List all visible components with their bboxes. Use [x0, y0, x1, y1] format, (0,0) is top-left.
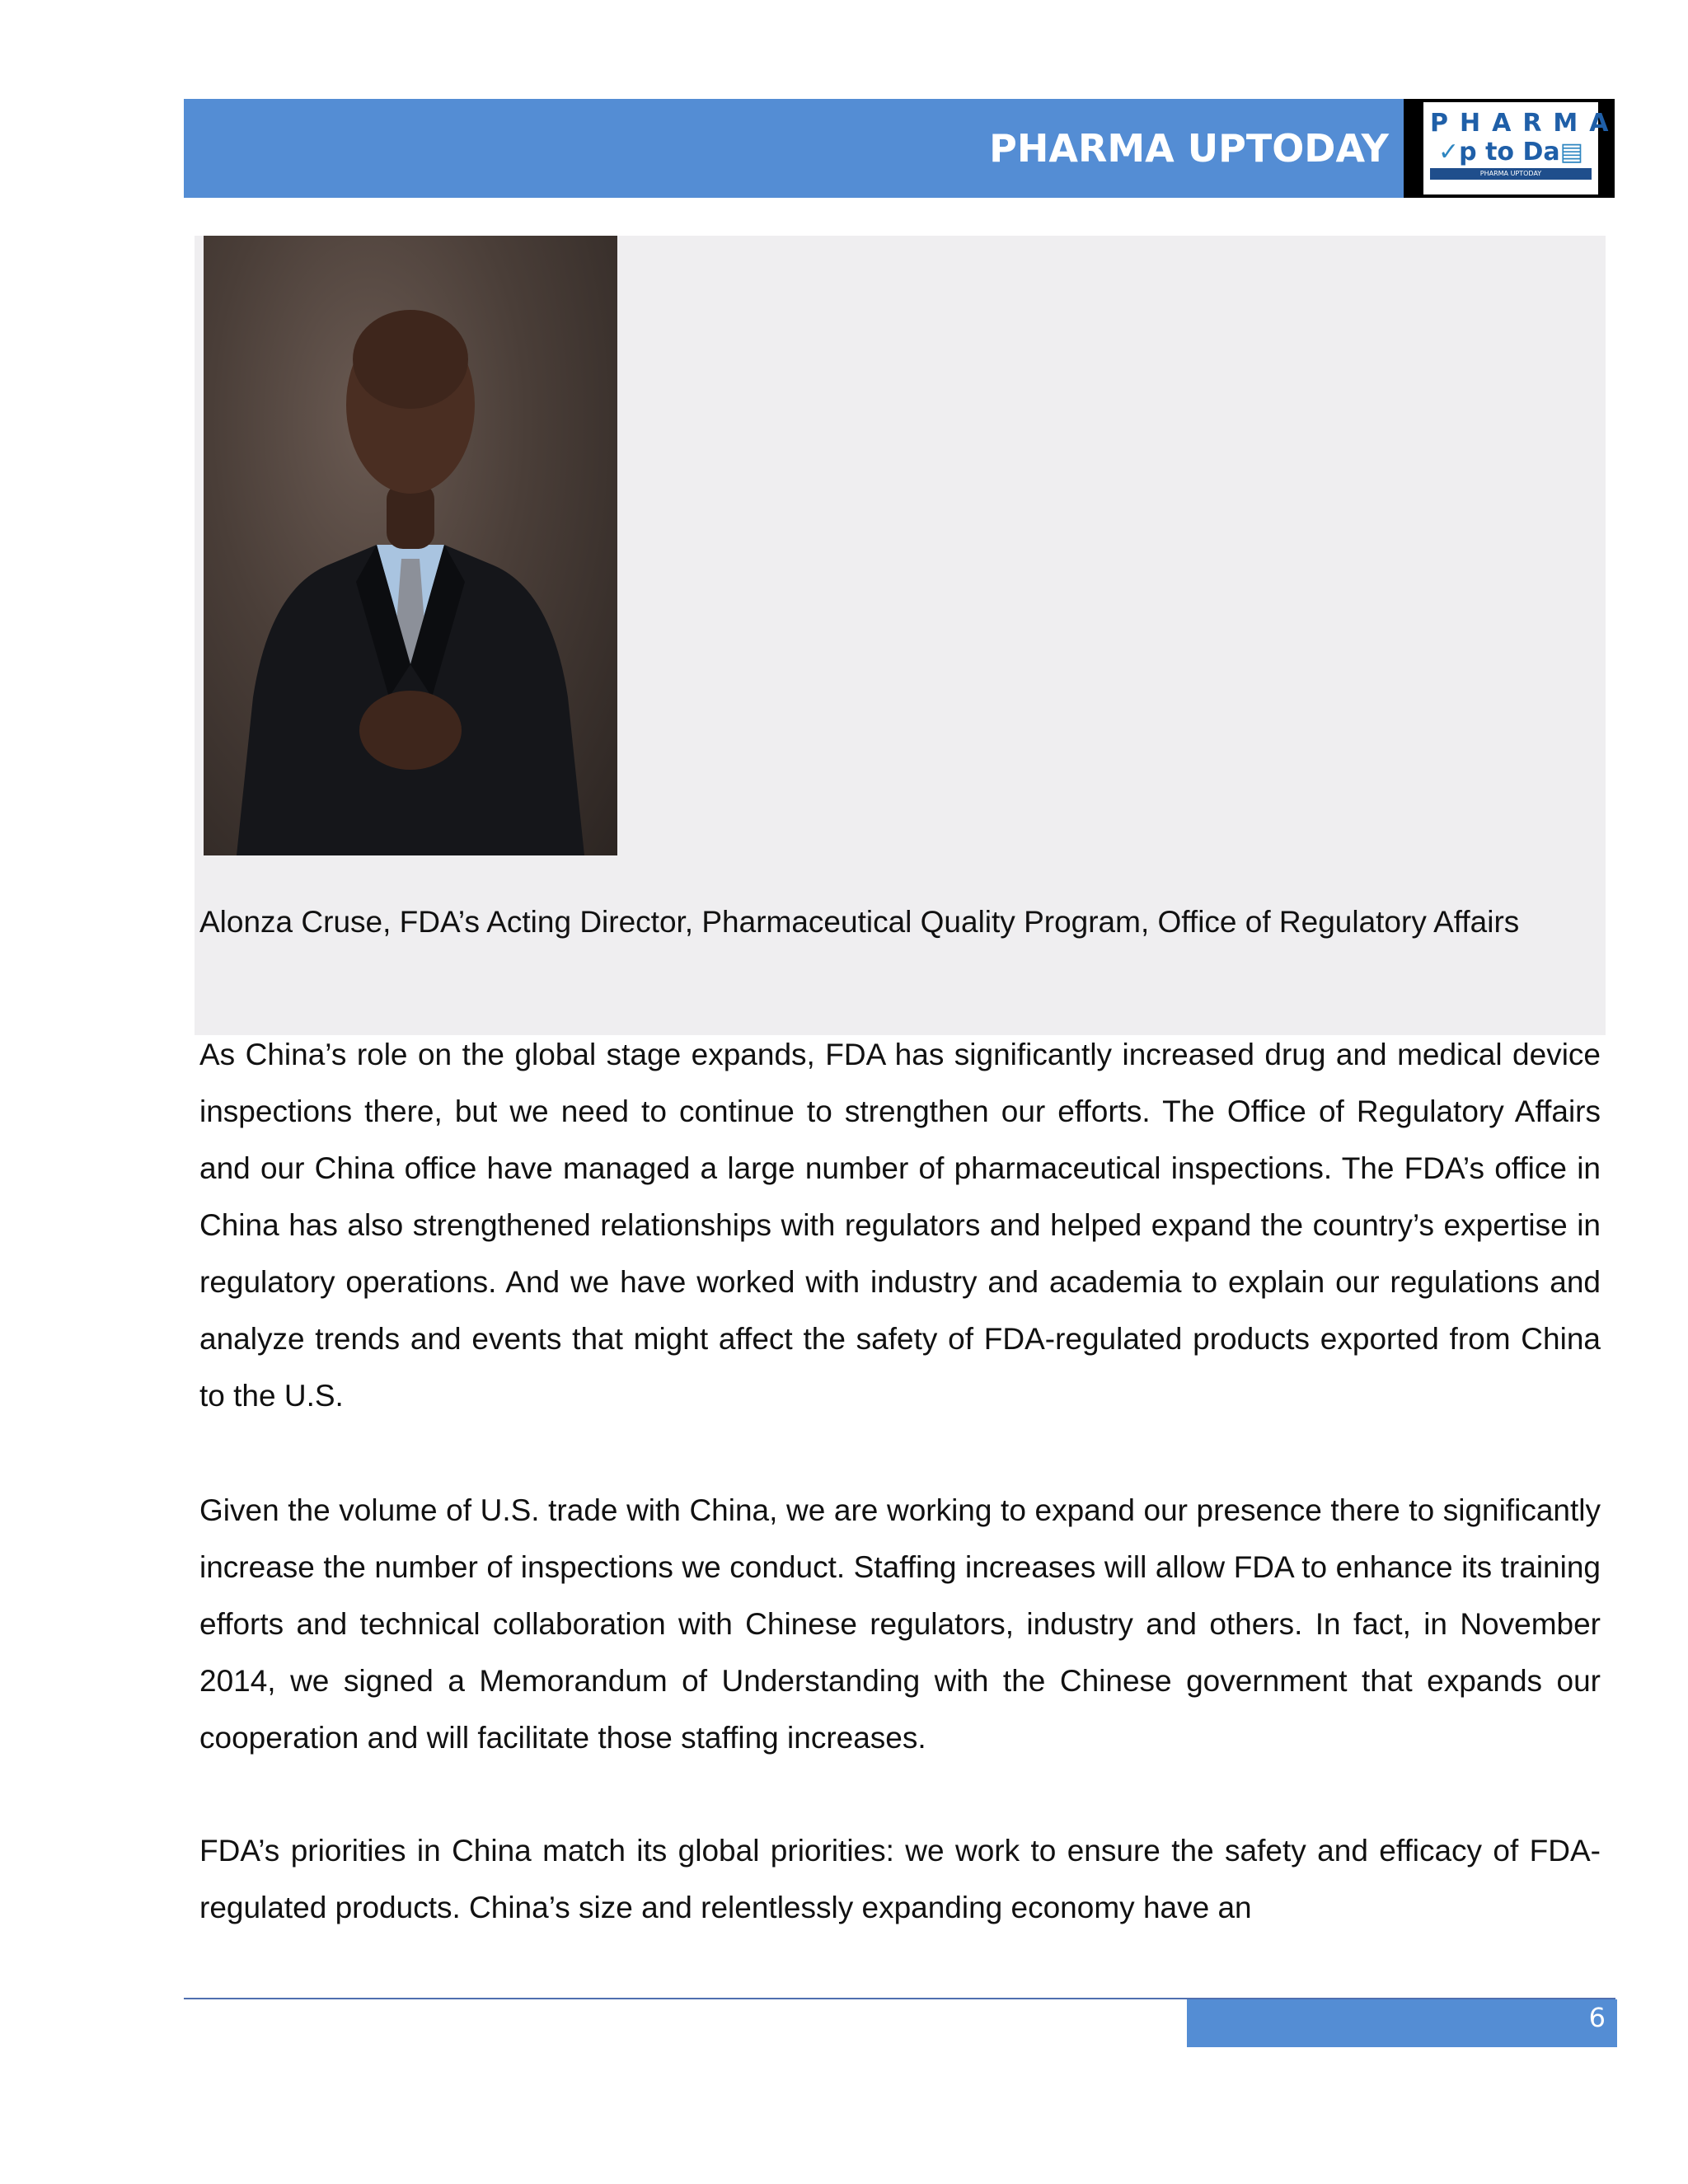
logo-sub-text: PHARMA UPTODAY [1430, 168, 1592, 180]
checkmark-icon: ✓ [1438, 138, 1460, 166]
logo-top-text: PHARMA [1430, 109, 1620, 138]
photo-caption: Alonza Cruse, FDA’s Acting Director, Pharmaceutical Quality Program, Office of Regulatory Affairs [199, 905, 1520, 939]
document-icon: ▤ [1559, 138, 1583, 166]
page-number: 6 [1588, 2002, 1606, 2033]
portrait-photo [204, 236, 617, 855]
body-paragraph-3: FDA’s priorities in China match its global priorities: we work to ensure the safety and efficacy of FDA-regulated products. China’s size and relentlessly expanding economy have an [199, 1834, 1601, 1924]
body-paragraph-1: As China’s role on the global stage expands, FDA has significantly increased drug and medical device inspections there, but we need to continue to strengthen our efforts. The Office of Regulatory Affairs and our China office have managed a large number of pharmaceutical inspections. The FDA’s office in China has also strengthened relationships with regulators and helped expand the country’s expertise in regulatory operations. And we have worked with industry and academia to explain our regulations and analyze trends and events that might affect the safety of FDA-regulated products exported from China to the U.S. [199, 1038, 1601, 1413]
logo-mid-label: p to Da [1459, 138, 1560, 166]
pharma-logo [1423, 102, 1620, 194]
portrait-illustration [204, 236, 617, 855]
logo-mid-text [1423, 138, 1598, 166]
body-paragraph-2: Given the volume of U.S. trade with China, we are working to expand our presence there to significantly increase the number of inspections we conduct. Staffing increases will allow FDA to enhance its training efforts and technical collaboration with Chinese regulators, industry and others. In fact, in November 2014, we signed a Memorandum of Understanding with the Chinese government that expands our cooperation and will facilitate those staffing increases. [199, 1493, 1601, 1755]
header-title: PHARMA UPTODAY [989, 126, 1389, 171]
